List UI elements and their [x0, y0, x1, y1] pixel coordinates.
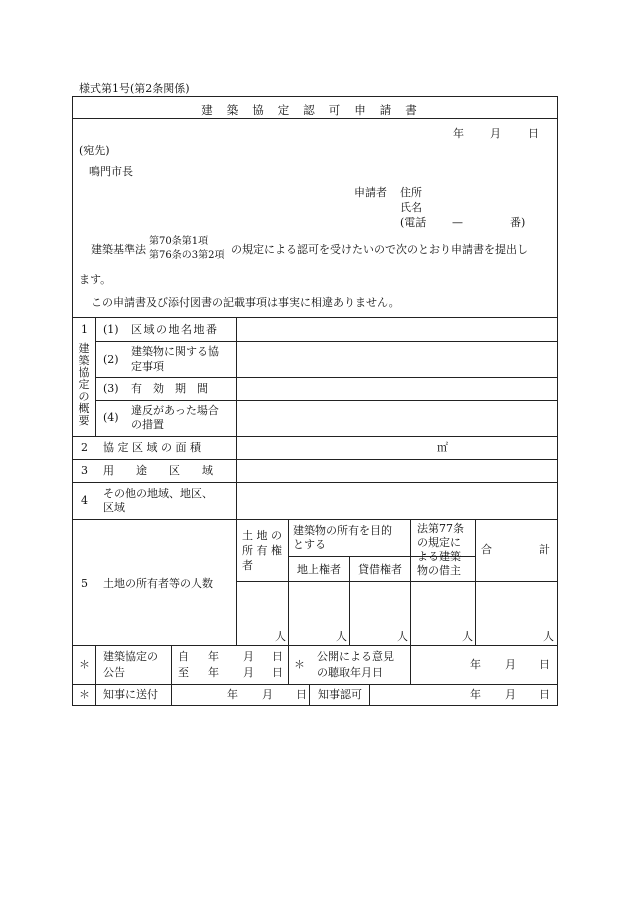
to-year: 年 [208, 666, 219, 679]
item-label: の措置 [131, 418, 164, 431]
item-number: (1) [103, 323, 119, 336]
divider [73, 684, 557, 685]
divider [236, 317, 237, 645]
divider [73, 482, 557, 483]
divider [73, 519, 557, 520]
col-header: 法第77条 [417, 522, 464, 535]
row-number: 5 [81, 577, 88, 590]
divider [288, 519, 289, 645]
divider [309, 684, 310, 705]
count-unit: 人 [275, 630, 286, 643]
col-header: 物の借主 [417, 564, 461, 577]
to-label: 至 [178, 666, 189, 679]
item-number: (4) [103, 411, 119, 424]
col-header: 者 [242, 559, 253, 572]
from-year: 年 [208, 650, 219, 663]
item-label: 建築物に関する協 [131, 345, 219, 358]
divider [73, 459, 557, 460]
item-label: 定事項 [131, 360, 164, 373]
article-bottom: 第76条の3第2項 [149, 250, 225, 261]
asterisk-mark: ＊ [79, 658, 90, 671]
form-label: 様式第1号(第2条関係) [79, 82, 190, 95]
col-header: 土 地 の [242, 529, 282, 542]
applicant-label: 申請者 [354, 186, 387, 199]
divider [73, 436, 557, 437]
divider [236, 581, 557, 582]
from-label: 自 [178, 650, 189, 663]
row-label: 公告 [103, 666, 125, 679]
count-unit: 人 [462, 630, 473, 643]
from-month: 月 [243, 650, 254, 663]
application-form [72, 96, 558, 706]
from-day: 日 [272, 650, 283, 663]
divider [73, 645, 557, 646]
col-header: 貸借権者 [358, 563, 402, 576]
row-label: 知事に送付 [103, 688, 158, 701]
date-year: 年 [453, 127, 464, 140]
date-month: 月 [490, 127, 501, 140]
row-label: の聴取年月日 [317, 666, 383, 679]
addressee: 鳴門市長 [89, 165, 133, 178]
col-header: 地上権者 [297, 563, 341, 576]
item-label: 違反があった場合 [131, 404, 219, 417]
applicant-address: 住所 [400, 186, 422, 199]
sentence-rest: の規定による認可を受けたいので次のとおり申請書を提出し [231, 243, 528, 256]
asterisk-mark: ＊ [79, 688, 90, 701]
form-title: 建築協定認可申請書 [201, 103, 431, 117]
divider [410, 519, 411, 645]
row-label: 区域 [103, 501, 125, 514]
divider [410, 645, 411, 684]
approval-year: 年 [470, 688, 481, 701]
divider [95, 317, 96, 437]
applicant-name: 氏名 [400, 201, 422, 214]
divider [73, 317, 557, 318]
divider [171, 684, 172, 705]
col-header: とする [293, 538, 326, 551]
row-number: 3 [81, 464, 88, 477]
count-unit: 人 [336, 630, 347, 643]
send-day: 日 [296, 688, 307, 701]
law-name: 建築基準法 [91, 243, 146, 256]
approval-day: 日 [539, 688, 550, 701]
item-label: 区域の地名地番 [131, 323, 219, 336]
area-unit: ㎡ [437, 441, 448, 454]
applicant-phone-close: 番) [510, 216, 526, 229]
addressee-prefix: (宛先) [79, 144, 110, 157]
count-unit: 人 [397, 630, 408, 643]
article-top: 第70条第1項 [149, 236, 209, 247]
item-number: (2) [103, 353, 119, 366]
row-label: 建築協定の [103, 650, 158, 663]
applicant-phone-dash: — [452, 216, 463, 229]
to-month: 月 [243, 666, 254, 679]
divider [73, 118, 557, 119]
asterisk-mark: ＊ [294, 658, 305, 671]
opinion-day: 日 [539, 658, 550, 671]
divider [95, 377, 557, 378]
divider [95, 341, 557, 342]
opinion-month: 月 [505, 658, 516, 671]
row-label: 協 定 区 域 の 面 積 [103, 441, 201, 454]
date-day: 日 [528, 127, 539, 140]
divider [95, 400, 557, 401]
group-label: 建 築 協 定 の 概 要 [78, 342, 90, 427]
divider [369, 684, 370, 705]
row-label: 用 途 区 域 [103, 464, 213, 477]
col-header: 所 有 権 [242, 544, 282, 557]
col-header: 計 [539, 543, 550, 556]
divider [95, 645, 96, 705]
row-number: 4 [81, 494, 88, 507]
col-header: 建築物の所有を目的 [293, 524, 392, 537]
divider [349, 556, 350, 645]
to-day: 日 [272, 666, 283, 679]
send-month: 月 [262, 688, 273, 701]
divider [288, 645, 289, 684]
applicant-phone-open: (電話 [400, 216, 427, 229]
declaration: この申請書及び添付図書の記載事項は事実に相違ありません。 [91, 296, 400, 309]
sentence-end: ます。 [79, 273, 112, 286]
row-label: 土地の所有者等の人数 [103, 577, 213, 590]
item-label: 有 効 期 間 [131, 382, 208, 395]
col-header: よる建築 [417, 550, 461, 563]
divider [171, 645, 172, 684]
item-number: (3) [103, 382, 119, 395]
send-year: 年 [227, 688, 238, 701]
row-number: 1 [81, 323, 88, 336]
row-number: 2 [81, 441, 88, 454]
count-unit: 人 [543, 630, 554, 643]
row-label: その他の地域、地区、 [103, 487, 213, 500]
row-label: 知事認可 [318, 688, 362, 701]
row-label: 公開による意見 [317, 650, 394, 663]
col-header: の規定に [417, 536, 461, 549]
opinion-year: 年 [470, 658, 481, 671]
approval-month: 月 [505, 688, 516, 701]
divider [475, 519, 476, 645]
col-header: 合 [481, 543, 492, 556]
